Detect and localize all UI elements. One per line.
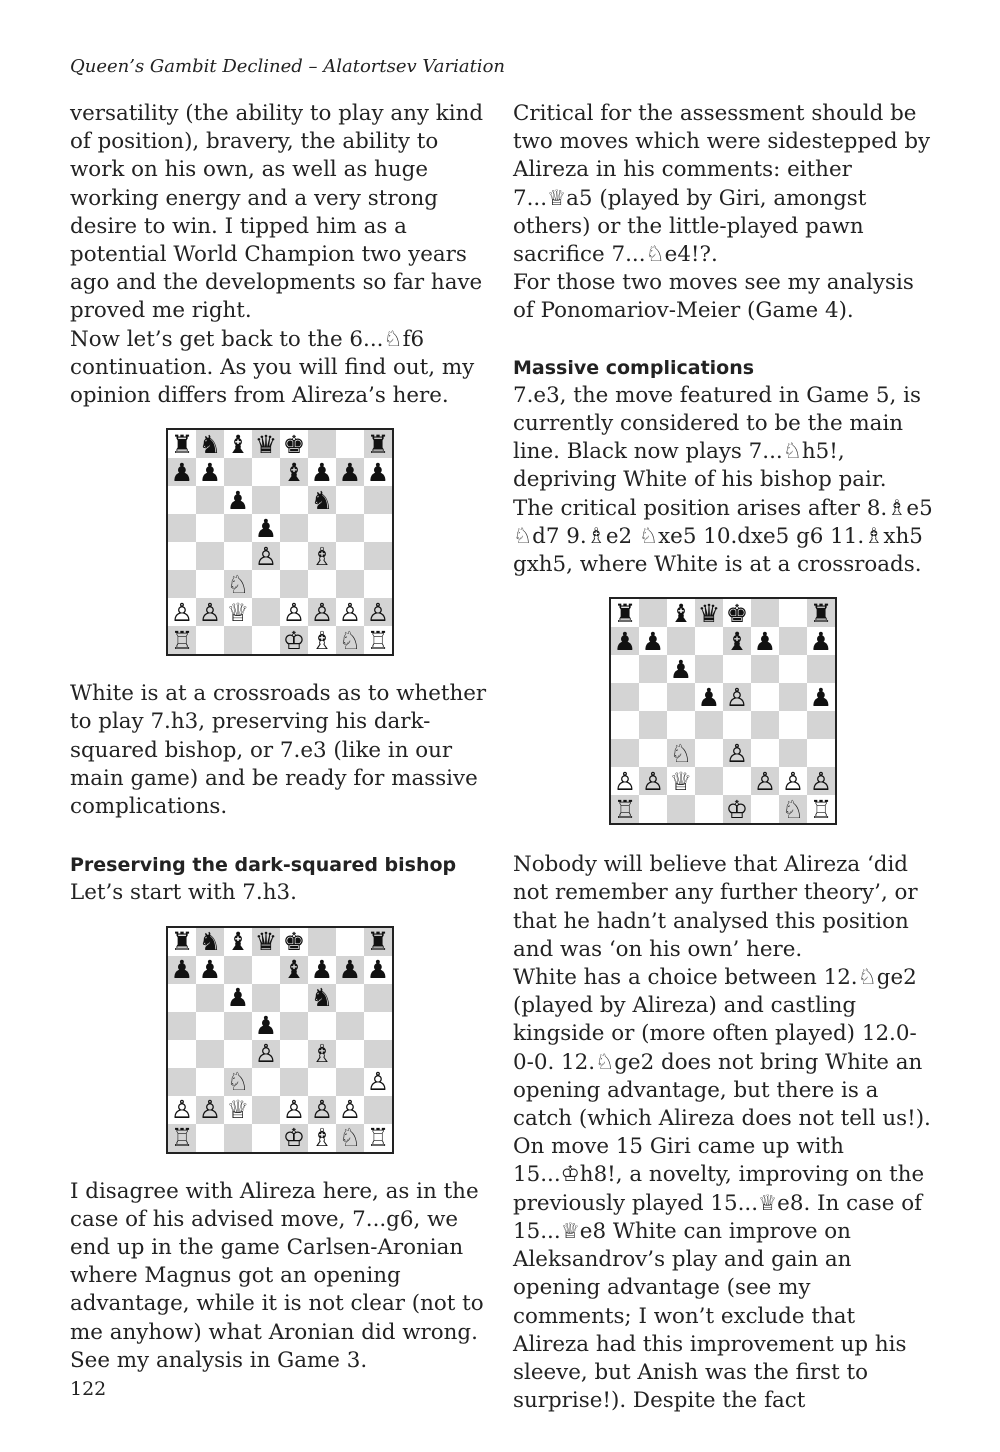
square-e3 <box>280 570 308 598</box>
square-c5 <box>224 514 252 542</box>
square-g6 <box>336 486 364 514</box>
white-pawn-h3: ♙ <box>364 1068 392 1096</box>
square-d1 <box>252 1124 280 1152</box>
page-number: 122 <box>70 1378 107 1400</box>
black-pawn-a7: ♟ <box>168 956 196 984</box>
square-d2 <box>252 1096 280 1124</box>
square-h4 <box>364 1040 392 1068</box>
black-queen-d8: ♛ <box>252 430 280 458</box>
white-bishop-f1: ♗ <box>308 626 336 654</box>
diagram-wrap <box>70 926 490 1154</box>
square-d7 <box>252 956 280 984</box>
paragraph: White is at a crossroads as to whether to play 7.h3, preserving his dark-squared bishop, or 7.e3 (like in our main game) and be ready for massive complications. <box>70 681 487 820</box>
black-pawn-f7: ♟ <box>308 458 336 486</box>
square-b6 <box>639 655 667 683</box>
square-d1 <box>252 626 280 654</box>
white-pawn-d4: ♙ <box>252 542 280 570</box>
white-knight-c3: ♘ <box>224 570 252 598</box>
black-knight-b8: ♞ <box>196 928 224 956</box>
black-queen-d8: ♛ <box>252 928 280 956</box>
square-g5 <box>336 514 364 542</box>
square-d6 <box>695 655 723 683</box>
black-pawn-c6: ♟ <box>224 984 252 1012</box>
square-h4 <box>807 711 835 739</box>
square-c4 <box>667 711 695 739</box>
square-a4 <box>611 711 639 739</box>
black-knight-b8: ♞ <box>196 430 224 458</box>
square-g8 <box>779 599 807 627</box>
square-a3 <box>611 739 639 767</box>
square-b5 <box>196 514 224 542</box>
square-c7 <box>224 956 252 984</box>
square-h3 <box>364 570 392 598</box>
black-pawn-f7: ♟ <box>751 627 779 655</box>
black-rook-a8: ♜ <box>168 430 196 458</box>
square-g4 <box>779 711 807 739</box>
diagram-wrap <box>513 597 933 825</box>
square-b8 <box>639 599 667 627</box>
square-b4 <box>196 1040 224 1068</box>
black-king-e8: ♚ <box>280 928 308 956</box>
square-g5 <box>779 683 807 711</box>
square-e2 <box>723 767 751 795</box>
white-pawn-e5: ♙ <box>723 683 751 711</box>
square-h5 <box>364 1012 392 1040</box>
square-f3 <box>308 570 336 598</box>
white-pawn-g2: ♙ <box>336 1096 364 1124</box>
square-f4 <box>751 711 779 739</box>
black-pawn-f7: ♟ <box>308 956 336 984</box>
square-d2 <box>695 767 723 795</box>
white-pawn-e2: ♙ <box>280 598 308 626</box>
square-a3 <box>168 570 196 598</box>
chess-diagram <box>609 597 837 825</box>
white-rook-h1: ♖ <box>364 1124 392 1152</box>
square-g6 <box>336 984 364 1012</box>
square-g3 <box>336 1068 364 1096</box>
square-f6 <box>751 655 779 683</box>
black-pawn-b7: ♟ <box>196 458 224 486</box>
square-a4 <box>168 542 196 570</box>
square-f3 <box>751 739 779 767</box>
black-rook-h8: ♜ <box>364 928 392 956</box>
white-bishop-f1: ♗ <box>308 1124 336 1152</box>
square-f8 <box>308 430 336 458</box>
square-a5 <box>168 514 196 542</box>
running-head: Queen’s Gambit Declined – Alatortsev Variation <box>70 56 505 77</box>
black-bishop-c8: ♝ <box>667 599 695 627</box>
paragraph: Nobody will believe that Alireza ‘did not remember any further theory’, or that he hadn’t analysed this position and was ‘on his own’ here. <box>513 852 918 962</box>
square-e6 <box>280 486 308 514</box>
white-pawn-g2: ♙ <box>336 598 364 626</box>
white-queen-c2: ♕ <box>667 767 695 795</box>
square-f3 <box>308 1068 336 1096</box>
square-c1 <box>667 795 695 823</box>
white-rook-h1: ♖ <box>807 795 835 823</box>
white-pawn-d4: ♙ <box>252 1040 280 1068</box>
square-f5 <box>308 1012 336 1040</box>
white-pawn-b2: ♙ <box>639 767 667 795</box>
paragraph: versatility (the ability to play any kind of position), bravery, the ability to work on his own, as well as huge working energy and a very strong desire to win. I tipped him as a potential World Champion two years ago and the developments so far have proved me right. <box>70 101 484 324</box>
black-king-e8: ♚ <box>280 430 308 458</box>
square-c1 <box>224 626 252 654</box>
black-rook-a8: ♜ <box>168 928 196 956</box>
square-b6 <box>196 486 224 514</box>
square-b1 <box>639 795 667 823</box>
white-bishop-f4: ♗ <box>308 1040 336 1068</box>
square-a3 <box>168 1068 196 1096</box>
square-e5 <box>280 1012 308 1040</box>
black-pawn-h5: ♟ <box>807 683 835 711</box>
square-d4 <box>695 711 723 739</box>
square-e3 <box>280 1068 308 1096</box>
white-pawn-f2: ♙ <box>751 767 779 795</box>
white-pawn-a2: ♙ <box>168 598 196 626</box>
white-rook-a1: ♖ <box>168 1124 196 1152</box>
black-pawn-b7: ♟ <box>196 956 224 984</box>
square-b4 <box>196 542 224 570</box>
white-king-e1: ♔ <box>280 1124 308 1152</box>
square-e5 <box>280 514 308 542</box>
black-bishop-e7: ♝ <box>723 627 751 655</box>
black-pawn-c6: ♟ <box>224 486 252 514</box>
square-b6 <box>196 984 224 1012</box>
white-pawn-e2: ♙ <box>280 1096 308 1124</box>
square-b5 <box>196 1012 224 1040</box>
square-a5 <box>168 1012 196 1040</box>
square-b1 <box>196 1124 224 1152</box>
square-g7 <box>779 627 807 655</box>
square-g8 <box>336 928 364 956</box>
white-pawn-f2: ♙ <box>308 1096 336 1124</box>
square-d6 <box>252 486 280 514</box>
square-b4 <box>639 711 667 739</box>
black-knight-f6: ♞ <box>308 984 336 1012</box>
square-b3 <box>196 1068 224 1096</box>
square-f8 <box>308 928 336 956</box>
left-column <box>70 100 490 1375</box>
square-f8 <box>751 599 779 627</box>
black-pawn-a7: ♟ <box>168 458 196 486</box>
square-g5 <box>336 1012 364 1040</box>
square-h4 <box>364 542 392 570</box>
square-g4 <box>336 1040 364 1068</box>
white-pawn-h2: ♙ <box>807 767 835 795</box>
square-h6 <box>364 984 392 1012</box>
square-c7 <box>224 458 252 486</box>
black-queen-d8: ♛ <box>695 599 723 627</box>
diagram-wrap <box>70 428 490 656</box>
black-pawn-c6: ♟ <box>667 655 695 683</box>
black-bishop-c8: ♝ <box>224 430 252 458</box>
square-c4 <box>224 1040 252 1068</box>
square-g3 <box>336 570 364 598</box>
black-pawn-h7: ♟ <box>807 627 835 655</box>
paragraph: 7.e3, the move featured in Game 5, is currently considered to be the main line. Black now plays 7...♘h5!, depriving White of his bishop pair. The critical position arises after 8.♗e5 ♘d7 9.♗e2 ♘xe5 10.dxe5 g6 11.♗xh5 gxh5, where White is at a crossroads. <box>513 382 933 578</box>
white-king-e1: ♔ <box>723 795 751 823</box>
black-rook-h8: ♜ <box>364 430 392 458</box>
square-d1 <box>695 795 723 823</box>
square-a5 <box>611 683 639 711</box>
square-d6 <box>252 984 280 1012</box>
square-h3 <box>807 739 835 767</box>
square-g3 <box>779 739 807 767</box>
white-knight-g1: ♘ <box>779 795 807 823</box>
square-a4 <box>168 1040 196 1068</box>
white-pawn-b2: ♙ <box>196 598 224 626</box>
black-pawn-d5: ♟ <box>252 514 280 542</box>
white-knight-g1: ♘ <box>336 626 364 654</box>
black-bishop-e7: ♝ <box>280 458 308 486</box>
black-pawn-g7: ♟ <box>336 458 364 486</box>
black-pawn-h7: ♟ <box>364 458 392 486</box>
square-d7 <box>252 458 280 486</box>
white-knight-g1: ♘ <box>336 1124 364 1152</box>
white-pawn-e3: ♙ <box>723 739 751 767</box>
black-bishop-c8: ♝ <box>224 928 252 956</box>
chess-diagram <box>166 428 394 656</box>
square-h2 <box>364 1096 392 1124</box>
square-b3 <box>639 739 667 767</box>
white-rook-a1: ♖ <box>611 795 639 823</box>
square-g4 <box>336 542 364 570</box>
black-pawn-b7: ♟ <box>639 627 667 655</box>
square-e4 <box>280 1040 308 1068</box>
right-column <box>513 100 933 1415</box>
black-bishop-e7: ♝ <box>280 956 308 984</box>
white-queen-c2: ♕ <box>224 598 252 626</box>
black-pawn-h7: ♟ <box>364 956 392 984</box>
paragraph: Critical for the assessment should be two moves which were sidestepped by Alireza in his comments: either 7...♕a5 (played by Giri, amongst others) or the little-played pawn sacrifice 7...♘e4!?. <box>513 101 931 268</box>
square-h5 <box>364 514 392 542</box>
square-e6 <box>280 984 308 1012</box>
square-c1 <box>224 1124 252 1152</box>
paragraph: Let’s start with 7.h3. <box>70 880 297 906</box>
square-a6 <box>168 984 196 1012</box>
square-e6 <box>723 655 751 683</box>
paragraph: White has a choice between 12.♘ge2 (played by Alireza) and castling kingside or (more often played) 12.0-0-0. 12.♘ge2 does not bring White an opening advantage, but there is a catch (which Alireza does not tell us!). On move 15 Giri came up with 15...♔h8!, a novelty, improving on the previously played 15...♕e8. In case of 15...♕e8 White can improve on Aleksandrov’s play and gain an opening advantage (see my comments; I won’t exclude that Alireza had this improvement up his sleeve, but Anish was the first to surprise!). Despite the fact <box>513 965 931 1414</box>
white-king-e1: ♔ <box>280 626 308 654</box>
square-b1 <box>196 626 224 654</box>
square-d3 <box>695 739 723 767</box>
square-b5 <box>639 683 667 711</box>
square-f5 <box>308 514 336 542</box>
black-pawn-g7: ♟ <box>336 956 364 984</box>
black-knight-f6: ♞ <box>308 486 336 514</box>
square-c5 <box>224 1012 252 1040</box>
square-b3 <box>196 570 224 598</box>
white-pawn-h2: ♙ <box>364 598 392 626</box>
black-rook-a8: ♜ <box>611 599 639 627</box>
white-pawn-a2: ♙ <box>168 1096 196 1124</box>
square-g8 <box>336 430 364 458</box>
white-pawn-b2: ♙ <box>196 1096 224 1124</box>
chess-diagram <box>166 926 394 1154</box>
white-knight-c3: ♘ <box>224 1068 252 1096</box>
square-h6 <box>364 486 392 514</box>
black-rook-h8: ♜ <box>807 599 835 627</box>
square-a6 <box>168 486 196 514</box>
square-a6 <box>611 655 639 683</box>
square-h6 <box>807 655 835 683</box>
black-king-e8: ♚ <box>723 599 751 627</box>
paragraph: I disagree with Alireza here, as in the case of his advised move, 7...g6, we end up in the game Carlsen-Aronian where Magnus got an opening advantage, while it is not clear (not to me anyhow) what Aronian did wrong. See my analysis in Game 3. <box>70 1178 484 1373</box>
white-pawn-g2: ♙ <box>779 767 807 795</box>
square-d3 <box>252 570 280 598</box>
white-bishop-f4: ♗ <box>308 542 336 570</box>
black-pawn-a7: ♟ <box>611 627 639 655</box>
square-f5 <box>751 683 779 711</box>
section-heading: Massive complications <box>513 356 755 379</box>
white-rook-h1: ♖ <box>364 626 392 654</box>
square-d7 <box>695 627 723 655</box>
square-c5 <box>667 683 695 711</box>
square-d2 <box>252 598 280 626</box>
paragraph: For those two moves see my analysis of Ponomariov-Meier (Game 4). <box>513 270 914 324</box>
square-d3 <box>252 1068 280 1096</box>
section-heading: Preserving the dark-squared bishop <box>70 854 457 877</box>
square-f1 <box>751 795 779 823</box>
black-pawn-d5: ♟ <box>252 1012 280 1040</box>
white-rook-a1: ♖ <box>168 626 196 654</box>
white-pawn-a2: ♙ <box>611 767 639 795</box>
white-pawn-f2: ♙ <box>308 598 336 626</box>
white-queen-c2: ♕ <box>224 1096 252 1124</box>
white-knight-c3: ♘ <box>667 739 695 767</box>
square-e4 <box>723 711 751 739</box>
square-c7 <box>667 627 695 655</box>
square-g6 <box>779 655 807 683</box>
square-c4 <box>224 542 252 570</box>
square-e4 <box>280 542 308 570</box>
paragraph: Now let’s get back to the 6...♘f6 continuation. As you will find out, my opinion differs from Alireza’s here. <box>70 326 475 409</box>
black-pawn-d5: ♟ <box>695 683 723 711</box>
